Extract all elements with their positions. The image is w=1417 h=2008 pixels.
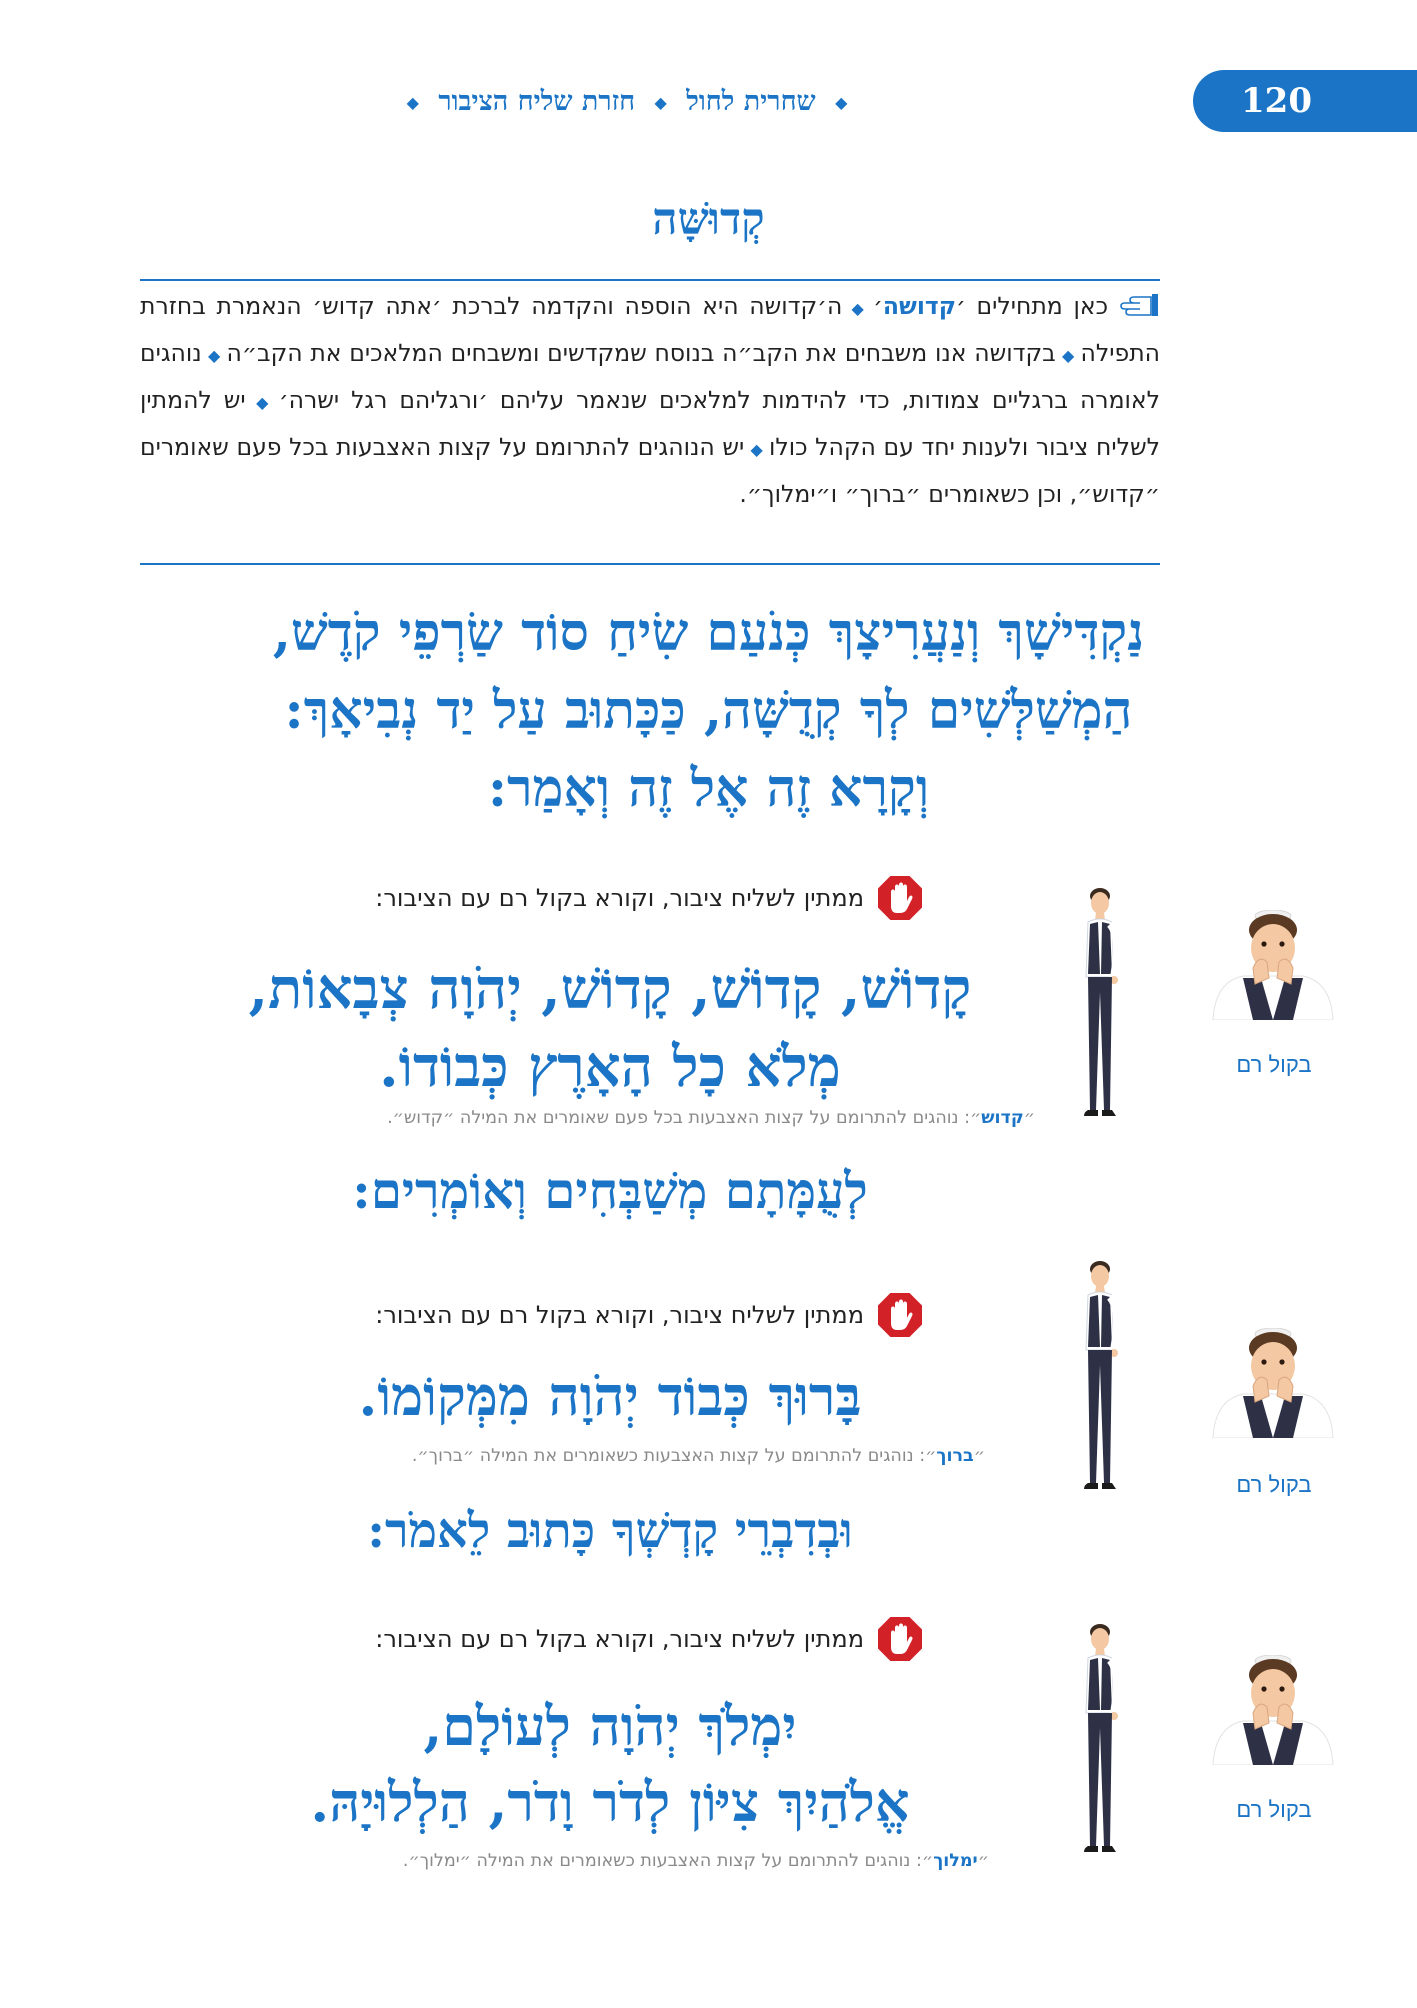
stop-hand-icon xyxy=(876,874,924,922)
loud-voice-label: בקול רם xyxy=(1236,1797,1312,1822)
prayer-line: יִמְלֹךְ יְהֹוָה לְעוֹלָם, xyxy=(423,1694,797,1758)
running-title-part1: שחרית לחול xyxy=(686,86,816,117)
bullet-icon: ◆ xyxy=(835,93,848,112)
instruction-text: ממתין לשליח ציבור, וקורא בקול רם עם הציבור: xyxy=(375,1625,864,1653)
leumatam-text xyxy=(0,1155,1220,1227)
intro-text: ה׳קדושה היא הוספה והקדמה לברכת ׳אתה קדוש׳ הנאמרת בחזרת התפילה xyxy=(140,292,1160,367)
uvdivrei-text xyxy=(0,1495,1220,1567)
prayer-line: נַקְדִּישָׁךְ וְנַעֲרִיצָךְ כְּנֹעַם שִׂיחַ סוֹד שַׂרְפֵי קֹדֶשׁ, xyxy=(272,602,1145,663)
bullet-icon: ◆ xyxy=(1061,346,1075,365)
intro-bottom-rule xyxy=(140,563,1160,565)
bullet-icon: ◆ xyxy=(251,393,273,412)
prayer-line: וּבְדִבְרֵי קָדְשְׁךָ כָּתוּב לֵאמֹר: xyxy=(367,1503,853,1559)
praying-boy-figure xyxy=(1203,1655,1343,1765)
page-number: 120 xyxy=(1241,81,1312,121)
intro-keyword: קדושה xyxy=(882,292,957,320)
kadosh-text xyxy=(0,950,1220,1106)
stop-hand-icon xyxy=(876,1291,924,1339)
note-text: ״: נוהגים להתרומם על קצות האצבעות כשאומרים את המילה ״ימלוך״. xyxy=(402,1851,934,1871)
bullet-icon: ◆ xyxy=(207,346,221,365)
stop-hand-icon xyxy=(876,1615,924,1663)
bullet-icon: ◆ xyxy=(654,93,667,112)
yimloch-note: ״ימלוך״: נוהגים להתרומם על קצות האצבעות כשאומרים את המילה ״ימלוך״. xyxy=(402,1851,989,1871)
instruction-line xyxy=(375,874,924,922)
intro-text: יש הנוהגים להתרומם על קצות האצבעות בכל פעם שאומרים ״קדוש״, וכן כשאומרים ״ברוך״ ו״ימלוך״. xyxy=(140,433,1160,508)
baruch-note: ״ברוך״: נוהגים להתרומם על קצות האצבעות כשאומרים את המילה ״ברוך״. xyxy=(411,1446,985,1466)
page-number-badge xyxy=(1193,70,1417,132)
nakdishach-text xyxy=(0,594,1417,828)
note-keyword: ימלוך xyxy=(933,1851,978,1871)
note-keyword: קדוש xyxy=(981,1108,1024,1128)
intro-text: יש להמתין לשליח ציבור ולענות יחד עם הקהל כולו xyxy=(140,386,1160,461)
prayer-line: קָדוֹשׁ, קָדוֹשׁ, קָדוֹשׁ, יְהֹוָה צְבָאוֹת, xyxy=(248,956,972,1022)
prayer-line: בָּרוּךְ כְּבוֹד יְהֹוָה מִמְּקוֹמוֹ. xyxy=(358,1364,862,1428)
baruch-text xyxy=(0,1360,1220,1432)
intro-text: נוהגים לאומרה ברגליים צמודות, כדי להידמות למלאכים שנאמר עליהם ׳ורגליהם רגל ישרה׳ xyxy=(140,339,1160,414)
prayer-line: אֱלֹהַיִךְ צִיּוֹן לְדֹר וָדֹר, הַלְלוּיָהּ. xyxy=(310,1770,910,1834)
note-text: ״: נוהגים להתרומם על קצות האצבעות כשאומרים את המילה ״ברוך״. xyxy=(411,1446,937,1466)
prayer-line: מְלֹא כָל הָאָרֶץ כְּבוֹדוֹ. xyxy=(379,1034,841,1100)
prayer-line: הַמְשַׁלְּשִׁים לְךָ קְדֻשָּׁה, כַּכָּתוּב עַל יַד נְבִיאָךְ: xyxy=(284,680,1133,741)
instruction-text: ממתין לשליח ציבור, וקורא בקול רם עם הציבור: xyxy=(375,1301,864,1329)
instruction-line xyxy=(375,1615,924,1663)
intro-text: בקדושה אנו משבחים את הקב״ה בנוסח שמקדשים ומשבחים המלאכים את הקב״ה xyxy=(226,339,1056,367)
praying-boy-figure xyxy=(1203,910,1343,1020)
intro-text: ׳ xyxy=(873,292,883,320)
kadosh-note: ״קדוש״: נוהגים להתרומם על קצות האצבעות בכל פעם שאומרים את המילה ״קדוש״. xyxy=(387,1108,1035,1128)
prayer-line: וְקָרָא זֶה אֶל זֶה וְאָמַר: xyxy=(487,758,930,819)
bullet-icon: ◆ xyxy=(750,440,763,459)
instruction-text: ממתין לשליח ציבור, וקורא בקול רם עם הציבור: xyxy=(375,884,864,912)
loud-voice-label: בקול רם xyxy=(1236,1052,1312,1077)
yimloch-text xyxy=(0,1688,1220,1840)
intro-text: כאן מתחילים ׳ xyxy=(956,292,1108,320)
intro-paragraph xyxy=(140,284,1160,517)
note-keyword: ברוך xyxy=(936,1446,974,1466)
prayer-line: לְעֻמָּתָם מְשַׁבְּחִים וְאוֹמְרִים: xyxy=(352,1161,868,1220)
note-text: ״: נוהגים להתרומם על קצות האצבעות בכל פעם שאומרים את המילה ״קדוש״. xyxy=(387,1108,982,1128)
running-title-part2: חזרת שליח הציבור xyxy=(438,86,636,117)
instruction-line xyxy=(375,1291,924,1339)
running-header xyxy=(347,86,907,117)
bullet-icon: ◆ xyxy=(406,93,419,112)
intro-top-rule xyxy=(140,279,1160,281)
section-title: קְדוּשָּׁה xyxy=(652,194,765,245)
pointing-hand-icon xyxy=(1116,292,1160,318)
loud-voice-label: בקול רם xyxy=(1236,1472,1312,1497)
bullet-icon: ◆ xyxy=(848,299,868,318)
praying-boy-figure xyxy=(1203,1328,1343,1438)
